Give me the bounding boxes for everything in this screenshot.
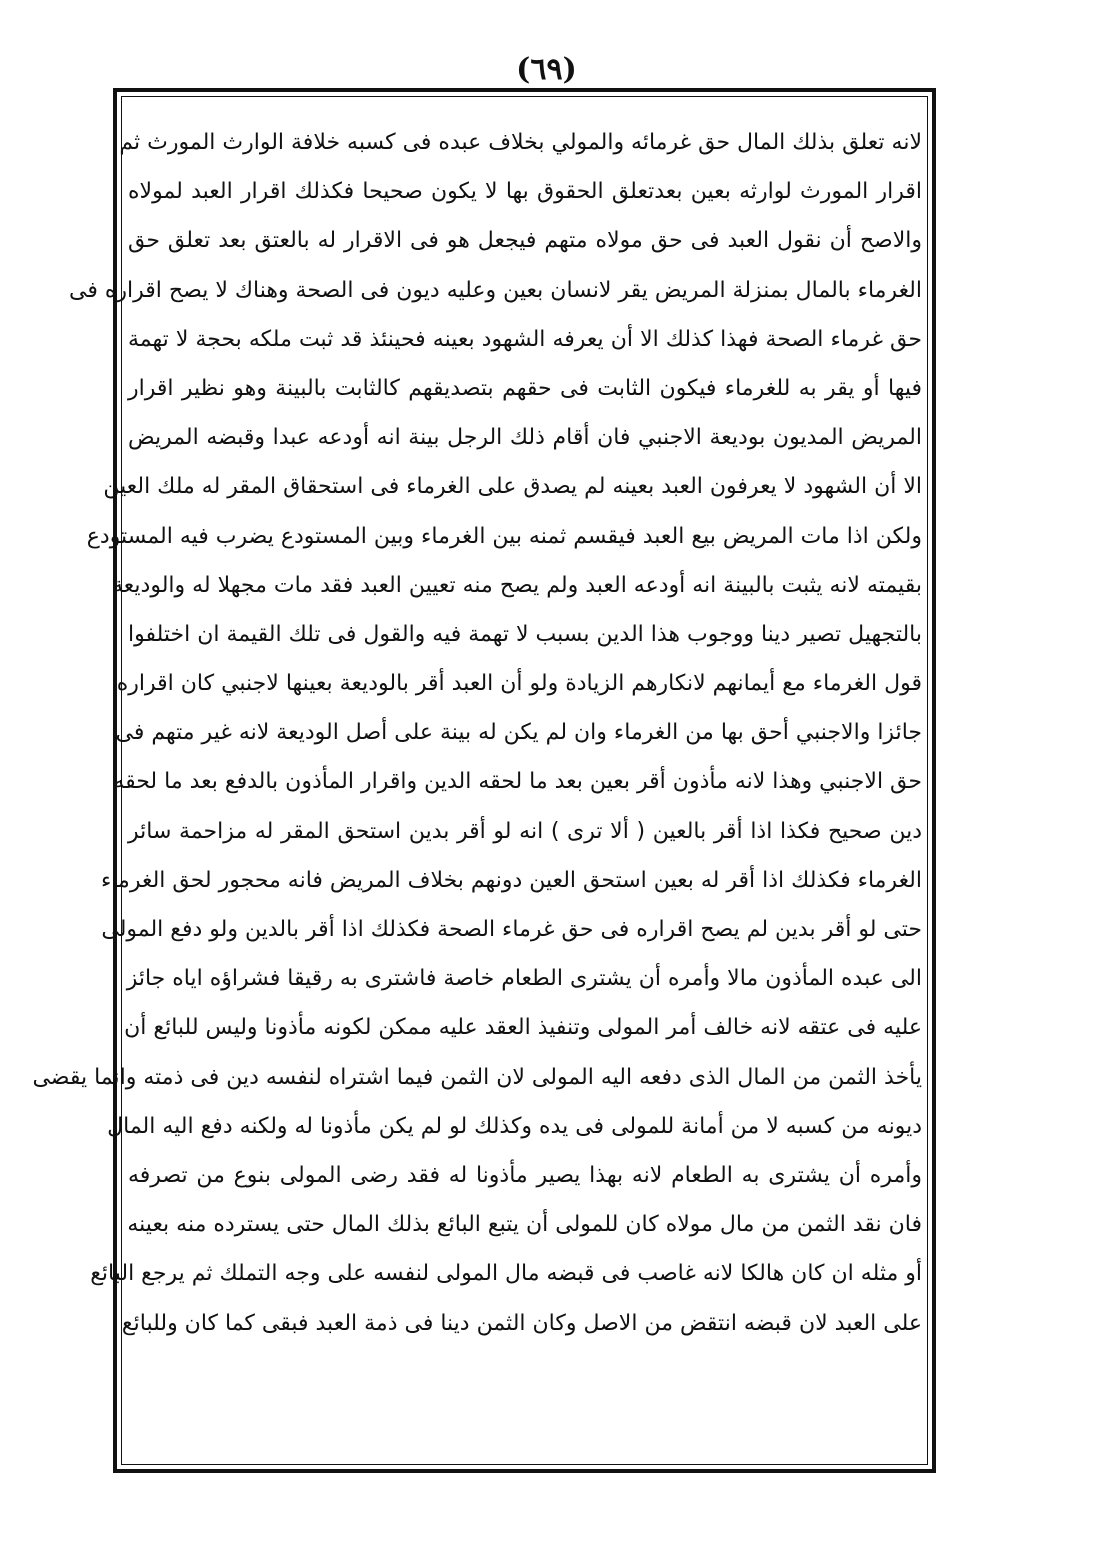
text-line: ديونه من كسبه لا من أمانة للمولى فى يده وكذلك لو لم يكن مأذونا له ولكنه دفع اليه المال: [107, 1113, 922, 1139]
text-line: دين صحيح فكذا اذا أقر بالعين ( ألا ترى ) انه لو أقر بدين استحق المقر له مزاحمة سائر: [128, 818, 922, 844]
text-line: فان نقد الثمن من مال مولاه كان للمولى أن يتبع البائع بذلك المال حتى يسترده منه بعينه: [127, 1212, 922, 1238]
text-line: الى عبده المأذون مالا وأمره أن يشترى الطعام خاصة فاشترى به رقيقا فشراؤه اياه جائز: [126, 966, 922, 992]
text-line: والاصح أن نقول العبد فى حق مولاه متهم فيجعل هو فى الاقرار له بالعتق بعد تعلق حق: [128, 228, 922, 254]
text-line: اقرار المورث لوارثه بعين بعدتعلق الحقوق بها لا يكون صحيحا فكذلك اقرار العبد لمولاه: [128, 179, 922, 205]
text-line: قول الغرماء مع أيمانهم لانكارهم الزيادة ولو أن العبد أقر بالوديعة بعينها لاجنبي كان اقراره: [116, 671, 922, 697]
text-line: بالتجهيل تصير دينا ووجوب هذا الدين بسبب لا تهمة فيه والقول فى تلك القيمة ان اختلفوا: [128, 621, 922, 647]
body-text: [32, 118, 922, 1348]
text-line: عليه فى عتقه لانه خالف أمر المولى وتنفيذ العقد عليه ممكن لكونه مأذونا وليس للبائع أن: [124, 1015, 922, 1041]
text-line: لانه تعلق بذلك المال حق غرمائه والمولي بخلاف عبده فى كسبه خلافة الوارث المورث ثم: [119, 130, 922, 155]
text-line: المريض المديون بوديعة الاجنبي فان أقام ذلك الرجل بينة انه أودعه عبدا وقبضه المريض: [128, 425, 922, 451]
text-line: وأمره أن يشترى به الطعام لانه بهذا يصير مأذونا له فقد رضى المولى بنوع من تصرفه: [128, 1162, 922, 1188]
text-line: بقيمته لانه يثبت بالبينة انه أودعه العبد ولم يصح منه تعيين العبد فقد مات مجهلا له والوديعة: [112, 572, 922, 598]
text-line: الغرماء فكذلك اذا أقر له بعين استحق العين دونهم بخلاف المريض فانه محجور لحق الغرماء: [100, 867, 922, 893]
text-line: جائزا والاجنبي أحق بها من الغرماء وان لم يكن له بينة على أصل الوديعة لانه غير متهم فى: [115, 720, 922, 746]
text-line: فيها أو يقر به للغرماء فيكون الثابت فى حقهم بتصديقهم كالثابت بالبينة وهو نظير اقرار: [128, 375, 922, 401]
text-line: على العبد لان قبضه انتقض من الاصل وكان الثمن دينا فى ذمة العبد فبقى كما كان وللبائع: [121, 1310, 922, 1336]
text-line: أو مثله ان كان هالكا لانه غاصب فى قبضه مال المولى لنفسه على وجه التملك ثم يرجع البائع: [90, 1261, 922, 1287]
text-line: ولكن اذا مات المريض بيع العبد فيقسم ثمنه بين الغرماء وبين المستودع يضرب فيه المستودع: [86, 523, 922, 549]
text-line: حق الاجنبي وهذا لانه مأذون أقر بعين بعد ما لحقه الدين واقرار المأذون بالدفع بعد ما لحقه: [113, 769, 922, 795]
text-line: الغرماء بالمال بمنزلة المريض يقر لانسان بعين وعليه ديون فى الصحة وهناك لا يصح اقراره فى: [69, 277, 922, 303]
text-line: الا أن الشهود لا يعرفون العبد بعينه لم يصدق على الغرماء فى استحقاق المقر له ملك العين: [103, 474, 922, 500]
text-line: حتى لو أقر بدين لم يصح اقراره فى حق غرماء الصحة فكذلك اذا أقر بالدين ولو دفع المولى: [101, 917, 922, 942]
page-number: (٦٩): [516, 52, 577, 87]
text-line: يأخذ الثمن من المال الذى دفعه اليه المولى لان الثمن فيما اشتراه لنفسه دين فى ذمته وانما يقضى: [32, 1064, 922, 1090]
text-line: حق غرماء الصحة فهذا كذلك الا أن يعرفه الشهود بعينه فحينئذ قد ثبت ملكه بحجة لا تهمة: [128, 326, 922, 352]
